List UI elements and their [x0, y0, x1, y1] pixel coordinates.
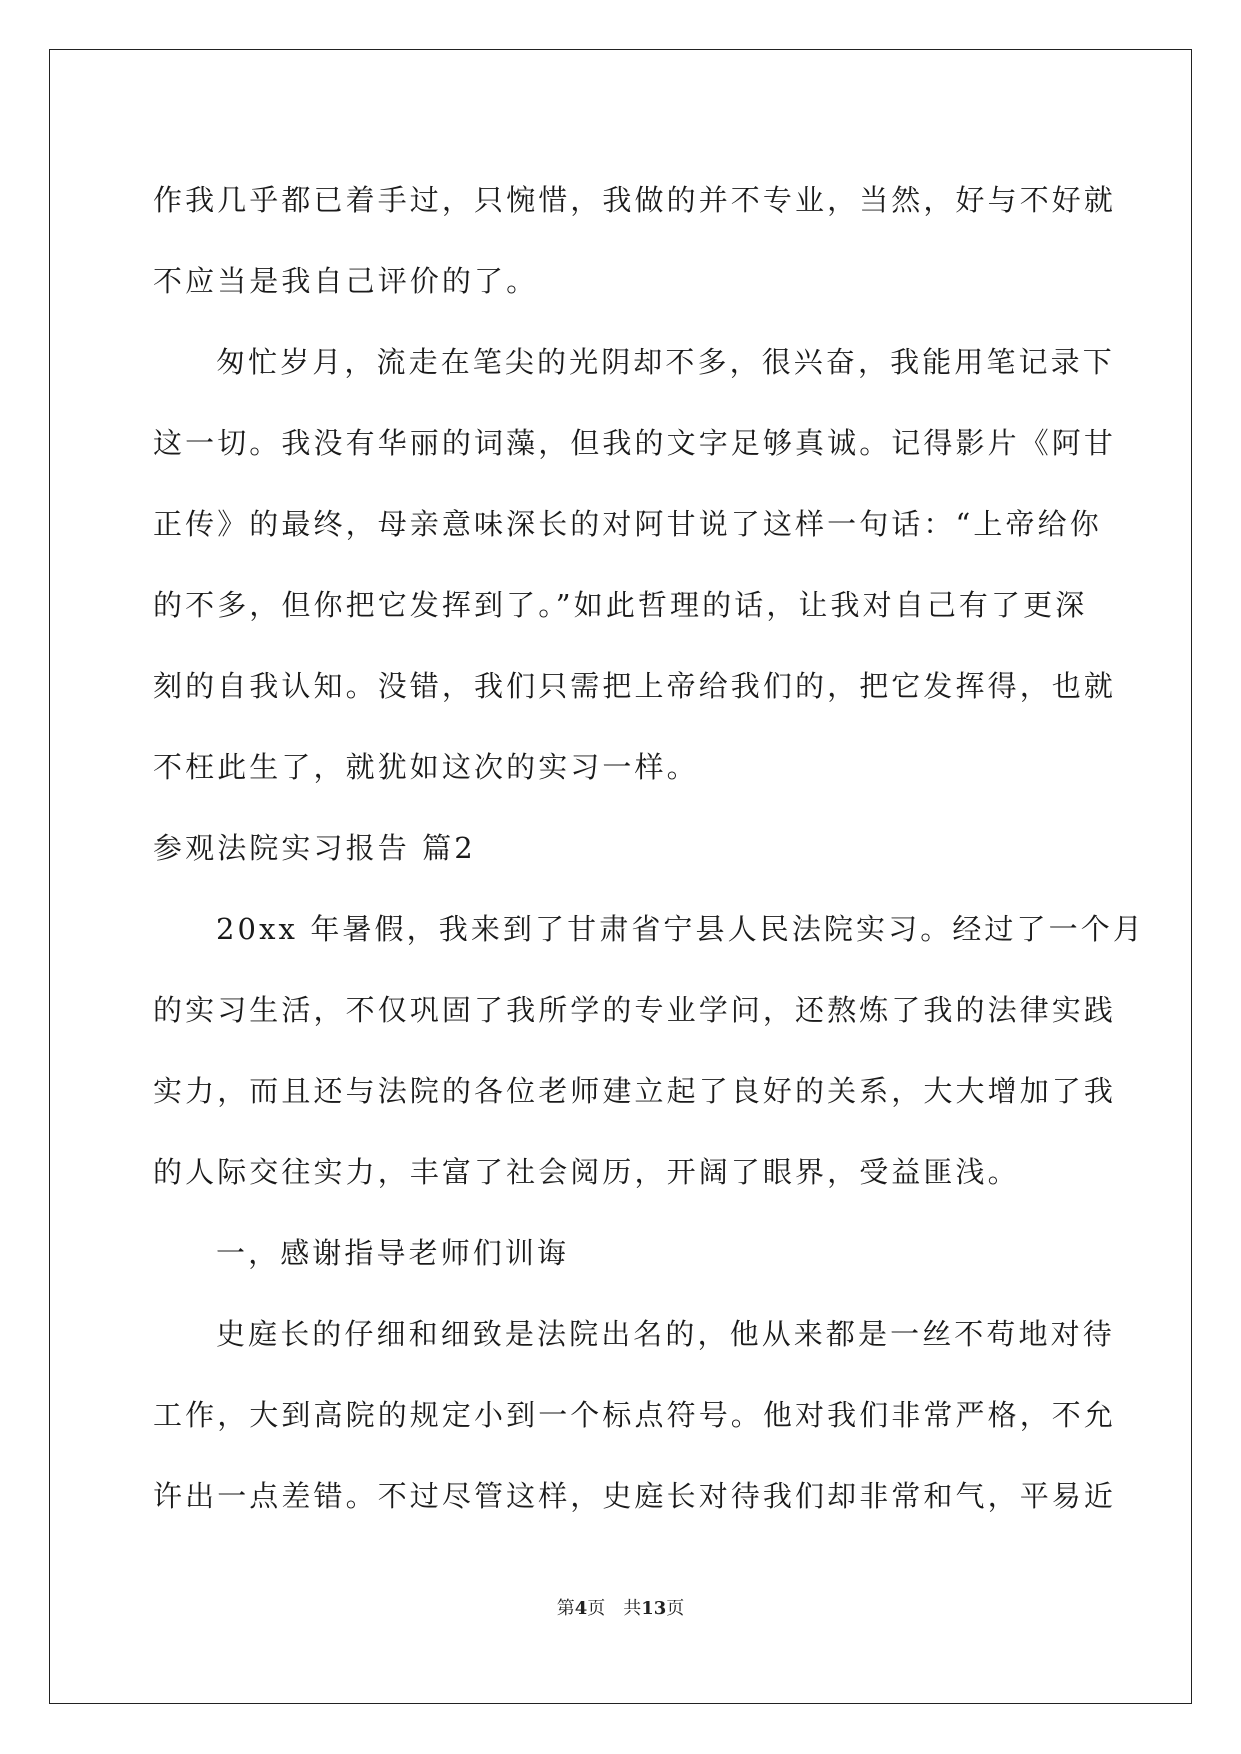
page-footer: [0, 1594, 1241, 1620]
text-line: 正传》的最终，母亲意味深长的对阿甘说了这样一句话：“上帝给你: [153, 507, 1102, 541]
text-line: 匆忙岁月，流走在笔尖的光阴却不多，很兴奋，我能用笔记录下: [216, 345, 1115, 379]
text-line: 工作，大到高院的规定小到一个标点符号。他对我们非常严格，不允: [153, 1398, 1117, 1432]
footer-suffix: 页: [666, 1598, 685, 1619]
section-heading: 参观法院实习报告 篇2: [153, 831, 476, 865]
text-line: 作我几乎都已着手过，只惋惜，我做的并不专业，当然，好与不好就: [153, 183, 1117, 217]
text-line: 20xx 年暑假，我来到了甘肃省宁县人民法院实习。经过了一个月: [216, 912, 1145, 946]
text-line: 的实习生活，不仅巩固了我所学的专业学问，还熬炼了我的法律实践: [153, 993, 1117, 1027]
text-line: 不枉此生了，就犹如这次的实习一样。: [153, 750, 699, 784]
footer-prefix: 第: [556, 1598, 575, 1619]
text-line: 的不多，但你把它发挥到了。”如此哲理的话，让我对自己有了更深: [153, 588, 1088, 622]
text-line: 刻的自我认知。没错，我们只需把上帝给我们的，把它发挥得，也就: [153, 669, 1117, 703]
footer-mid: 页 共: [587, 1598, 642, 1619]
subsection-heading: 一，感谢指导老师们训诲: [216, 1236, 570, 1270]
footer-page-number: 4: [574, 1598, 588, 1619]
text-line: 许出一点差错。不过尽管这样，史庭长对待我们却非常和气，平易近: [153, 1479, 1117, 1513]
text-line: 不应当是我自己评价的了。: [153, 264, 539, 298]
text-line: 史庭长的仔细和细致是法院出名的，他从来都是一丝不苟地对待: [216, 1317, 1115, 1351]
document-body: [153, 160, 1145, 1537]
text-line: 这一切。我没有华丽的词藻，但我的文字足够真诚。记得影片《阿甘: [153, 426, 1117, 460]
footer-total-pages: 13: [641, 1598, 667, 1619]
text-line: 的人际交往实力，丰富了社会阅历，开阔了眼界，受益匪浅。: [153, 1155, 1020, 1189]
text-line: 实力，而且还与法院的各位老师建立起了良好的关系，大大增加了我: [153, 1074, 1117, 1108]
